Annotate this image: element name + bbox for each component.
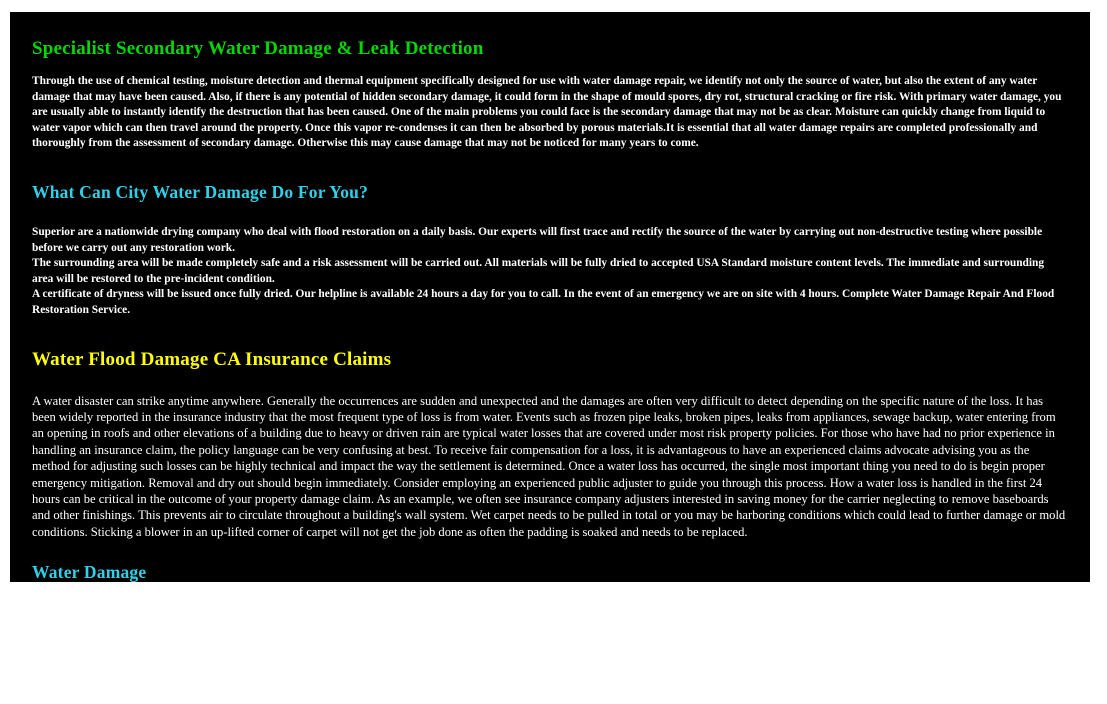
- spacer: [32, 540, 1068, 562]
- spacer: [32, 60, 1068, 74]
- spacer: [32, 583, 1068, 605]
- document-body: [10, 12, 1090, 703]
- section-heading-what-can-city-water-damage-do: What Can City Water Damage Do For You?: [32, 181, 369, 202]
- section-heading-water-damage: Water Damage: [32, 562, 147, 583]
- paragraph-city-1: Superior are a nationwide drying company who deal with flood restoration on a daily basis. Our experts will first trace and rectify the source of the water by carrying out non-destructive testing where possible before we carry out any restoration work.: [32, 225, 1043, 254]
- paragraph-insurance-claims: A water disaster can strike anytime anywhere. Generally the occurrences are sudden and unexpected and the damages are often very difficult to detect depending on the specific nature of the loss. It has been widely reported in the insurance industry that the most frequent type of loss is from water. Events such as frozen pipe leaks, broken pipes, leaks from appliances, sewage backup, water entering from an opening in roofs and other elevations of a building due to heavy or driven rain are typical water losses that are covered under most risk property policies. For those who have had no prior experience in handling an insurance claim, the policy language can be very confusing at best. To receive fair compensation for a loss, it is advantageous to have an experienced claims advocate advising you as the method for adjusting such losses can be highly technical and impact the way the settlement is determined. Once a water loss has occurred, the single most important thing you need to do is begin proper emergency mitigation. Removal and dry out should begin immediately. Consider employing an experienced public adjuster to guide you through this process. How a water loss is handled in the first 24 hours can be critical in the outcome of your property damage claim. As an example, we often see insurance company adjusters interested in saving money for the carrier neglecting to remove baseboards and other finishings. This prevents air to circulate throughout a building's wall system. Wet carpet needs to be pulled in total or you may be harboring conditions which could lead to further damage or mold conditions. Sticking a blower in an up-lifted corner of carpet will not get the job done as often the padding is soaked and needs to be replaced.: [32, 393, 1066, 539]
- paragraph-water-damage: After a fire, flood or plumbing failure, fast action to dry out and restore water damaged areas can mean saving thousands of dollars in loss of structural components, electrical equipment, paper documents and furnishings. Every Water Damage Restoration begins with a Water Extraction. Superior Restoration Company. in California, utilizes powerful truck mounted equipment that are capable to extract hundreds and even thousands of gallons of water in the fastest time possible.: [32, 606, 1057, 653]
- section-heading-insurance-claims: Water Flood Damage CA Insurance Claims: [32, 348, 392, 370]
- paragraph-secondary-water-damage: Through the use of chemical testing, moisture detection and thermal equipment specifically designed for use with water damage repair, we identify not only the source of water, but also the extent of any water damage that may have been caused. Also, if there is any potential of hidden secondary damage, it could form in the shape of mould spores, dry rot, structural cracking or fire risk. With primary water damage, you are usually able to instantly identify the destruction that has been caused. One of the main problems you could face is the secondary damage that may not be as clear. Moisture can quickly change from liquid to water vapor which can then travel around the property. Once this vapor re-condenses it can then be absorbed by porous materials.It is essential that all water damage repairs are completed professionally and thoroughly from the assessment of secondary damage. Otherwise this may cause damage that may not be noticed for many years to come.: [32, 75, 1062, 150]
- paragraph-city-3: A certificate of dryness will be issued once fully dried. Our helpline is available 24 hours a day for you to call. In the event of an emergency we are on site with 4 hours. Complete Water Damage Repair And Flood Restoration Service.: [32, 288, 1055, 316]
- paragraph-group-city-water-damage: [32, 225, 1068, 319]
- final-paragraph-after-link: certified water damage expert will dispatch an emergency water damage crew to your home or business within 45 minutes, and you can talk to a certified water damage expert no matter what time of the day you call, or what day you call.: [32, 671, 1041, 703]
- paragraph-city-2: The surrounding area will be made completely safe and a risk assessment will be carried out. All materials will be fully dried to accepted USA Standard moisture content levels. The immediate and surrounding area will be restored to the pre-incident condition.: [32, 257, 1045, 285]
- section-heading-secondary-water-damage: Specialist Secondary Water Damage & Leak Detection: [32, 38, 484, 59]
- spacer: [32, 152, 1068, 182]
- final-paragraph-before-link: Our California Water Removal and Water Damage Restoration team at Superior Restoration Company. will respond immediately and help you get back on track fast. You will NOT get an answering service, but an: [32, 655, 1027, 686]
- spacer: [32, 371, 1068, 393]
- spacer: [32, 203, 1068, 225]
- spacer: [32, 319, 1068, 349]
- paragraph-water-damage-final: [32, 654, 1068, 703]
- iicrc-link[interactable]: IICRC: [108, 671, 142, 686]
